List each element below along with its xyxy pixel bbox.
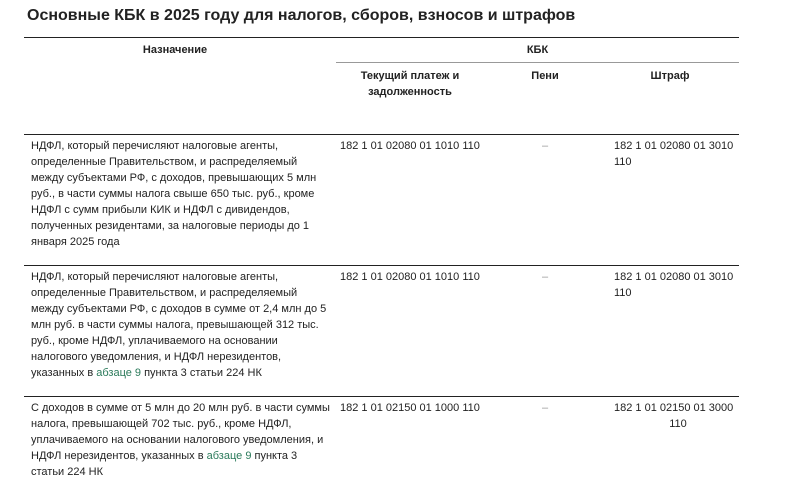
paragraph-9-link[interactable]: абзаце 9 xyxy=(96,367,142,379)
purpose-text-after-link: пункта 3 статьи 224 НК xyxy=(31,450,298,478)
row-divider xyxy=(24,265,739,266)
purpose-text-before-link: НДФЛ, который перечисляют налоговые агенты, определенные Правительством, и распределяемый между субъектами РФ, с доходов в сумме от 2,4 млн до 5 млн руб. в части суммы налога, превышающей 312 тыс. руб., кроме НДФЛ, уплачиваемого на основании налогового уведомления, и НДФЛ нерезидентов, указанных в xyxy=(31,271,327,379)
column-header-current-payment: Текущий платеж и задолженность xyxy=(360,70,460,98)
kbk-fine-tail: 110 xyxy=(669,418,687,430)
row-kbk-current: 182 1 01 02150 01 1000 110 xyxy=(340,402,480,414)
row-kbk-current: 182 1 01 02080 01 1010 110 xyxy=(340,271,480,283)
row-kbk-fine: 182 1 01 02080 01 3010 110 xyxy=(614,271,734,299)
column-header-fine: Штраф xyxy=(650,70,690,82)
row-kbk-peni: – xyxy=(541,271,549,283)
row-divider xyxy=(24,396,739,397)
row-purpose-text xyxy=(31,269,331,381)
row-divider xyxy=(24,134,739,135)
column-header-peni: Пени xyxy=(531,70,559,82)
kbk-header-divider xyxy=(336,62,739,63)
row-kbk-fine xyxy=(614,400,742,432)
row-kbk-current: 182 1 01 02080 01 1010 110 xyxy=(340,140,480,152)
purpose-text-after-link: пункта 3 статьи 224 НК xyxy=(141,367,262,379)
row-kbk-peni: – xyxy=(541,402,549,414)
column-header-purpose: Назначение xyxy=(142,44,208,56)
kbk-fine-main: 182 1 01 02150 01 3000 xyxy=(614,402,734,414)
row-kbk-fine: 182 1 01 02080 01 3010 110 xyxy=(614,140,734,168)
page-title: Основные КБК в 2025 году для налогов, сборов, взносов и штрафов xyxy=(27,7,576,24)
column-header-kbk: КБК xyxy=(526,44,549,56)
row-purpose-text: НДФЛ, который перечисляют налоговые агенты, определенные Правительством, и распределяемый между субъектами РФ, с доходов, превышающих 5 млн руб., в части суммы налога свыше 650 тыс. руб., кроме НДФЛ с сумм прибыли КИК и НДФЛ с дивидендов, полученных резидентами, за налоговые периоды до 1 января 2025 года xyxy=(31,140,317,248)
paragraph-9-link[interactable]: абзаце 9 xyxy=(206,450,252,462)
purpose-text-before-link: С доходов в сумме от 5 млн до 20 млн руб. в части суммы налога, превышающей 702 тыс. руб., кроме НДФЛ, уплачиваемого на основании налогового уведомления, и НДФЛ нерезидентов, указанных в xyxy=(31,402,330,462)
row-kbk-peni: – xyxy=(541,140,549,152)
row-purpose-text xyxy=(31,400,331,480)
table-top-border xyxy=(24,37,739,38)
